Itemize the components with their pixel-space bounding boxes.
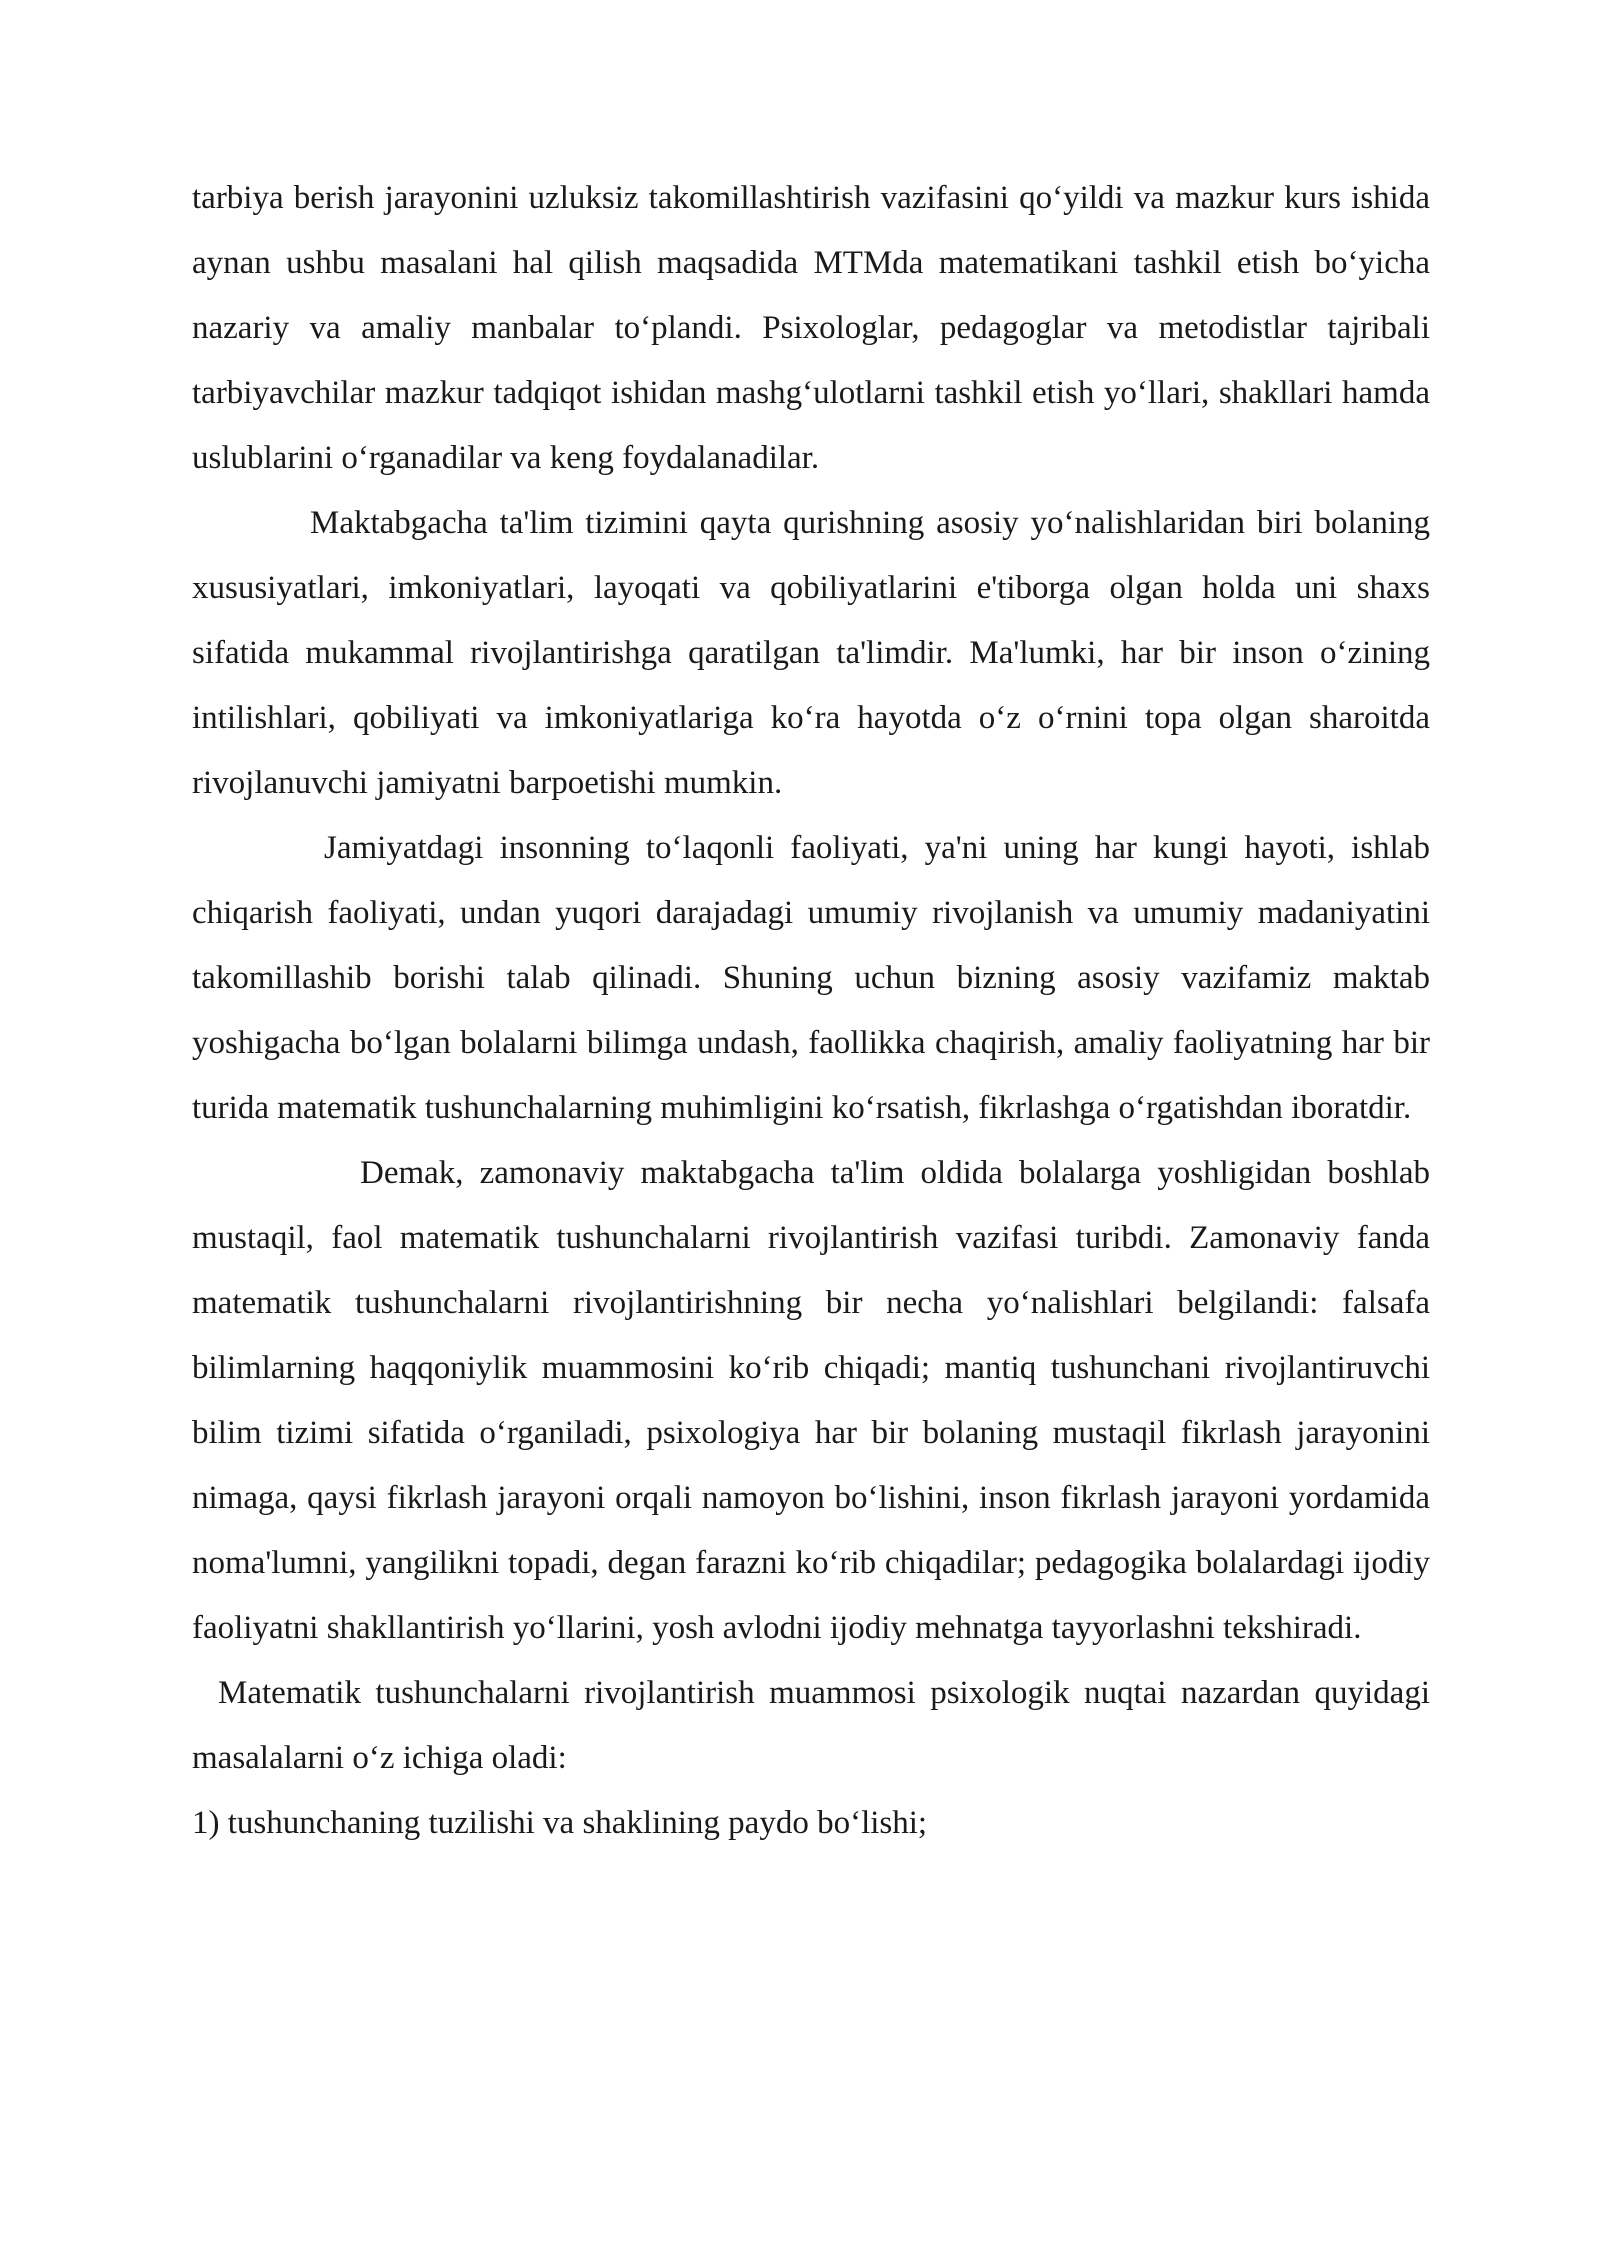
- paragraph-4: Demak, zamonaviy maktabgacha ta'lim oldida bolalarga yoshligidan boshlab mustaqil, faol matematik tushunchalarni rivojlantirish vazifasi turibdi. Zamonaviy fanda matematik tushunchalarni rivojlantirishning bir necha yo‘nalishlari belgilandi: falsafa bilimlarning haqqoniylik muammosini ko‘rib chiqadi; mantiq tushunchani rivojlantiruvchi bilim tizimi sifatida o‘rganiladi, psixologiya har bir bolaning mustaqil fikrlash jarayonini nimaga, qaysi fikrlash jarayoni orqali namoyon bo‘lishini, inson fikrlash jarayoni yordamida noma'lumni, yangilikni topadi, degan farazni ko‘rib chiqadilar; pedagogika bolalardagi ijodiy faoliyatni shakllantirish yo‘llarini, yosh avlodni ijodiy mehnatga tayyorlashni tekshiradi.: [192, 1155, 1430, 1646]
- paragraph-3: Jamiyatdagi insonning to‘laqonli faoliyati, ya'ni uning har kungi hayoti, ishlab chiqarish faoliyati, undan yuqori darajadagi umumiy rivojlanish va umumiy madaniyatini takomillashib borishi talab qilinadi. Shuning uchun bizning asosiy vazifamiz maktab yoshigacha bo‘lgan bolalarni bilimga undash, faollikka chaqirish, amaliy faoliyatning har bir turida matematik tushunchalarning muhimligini ko‘rsatish, fikrlashga o‘rgatishdan iboratdir.: [192, 830, 1430, 1126]
- document-page: [192, 166, 1430, 1856]
- paragraph-2: Maktabgacha ta'lim tizimini qayta qurishning asosiy yo‘nalishlaridan biri bolaning xususiyatlari, imkoniyatlari, layoqati va qobiliyatlarini e'tiborga olgan holda uni shaxs sifatida mukammal rivojlantirishga qaratilgan ta'limdir. Ma'lumki, har bir inson o‘zining intilishlari, qobiliyati va imkoniyatlariga ko‘ra hayotda o‘z o‘rnini topa olgan sharoitda rivojlanuvchi jamiyatni barpoetishi mumkin.: [192, 505, 1430, 801]
- paragraph-5: Matematik tushunchalarni rivojlantirish muammosi psixologik nuqtai nazardan quyidagi masalalarni o‘z ichiga oladi:: [192, 1675, 1430, 1776]
- paragraph-1: tarbiya berish jarayonini uzluksiz takomillashtirish vazifasini qo‘yildi va mazkur kurs ishida aynan ushbu masalani hal qilish maqsadida MTMda matematikani tashkil etish bo‘yicha nazariy va amaliy manbalar to‘plandi. Psixologlar, pedagoglar va metodistlar tajribali tarbiyavchilar mazkur tadqiqot ishidan mashg‘ulotlarni tashkil etish yo‘llari, shakllari hamda uslublarini o‘rganadilar va keng foydalanadilar.: [192, 180, 1430, 476]
- list-item-1: 1) tushunchaning tuzilishi va shaklining paydo bo‘lishi;: [192, 1805, 928, 1841]
